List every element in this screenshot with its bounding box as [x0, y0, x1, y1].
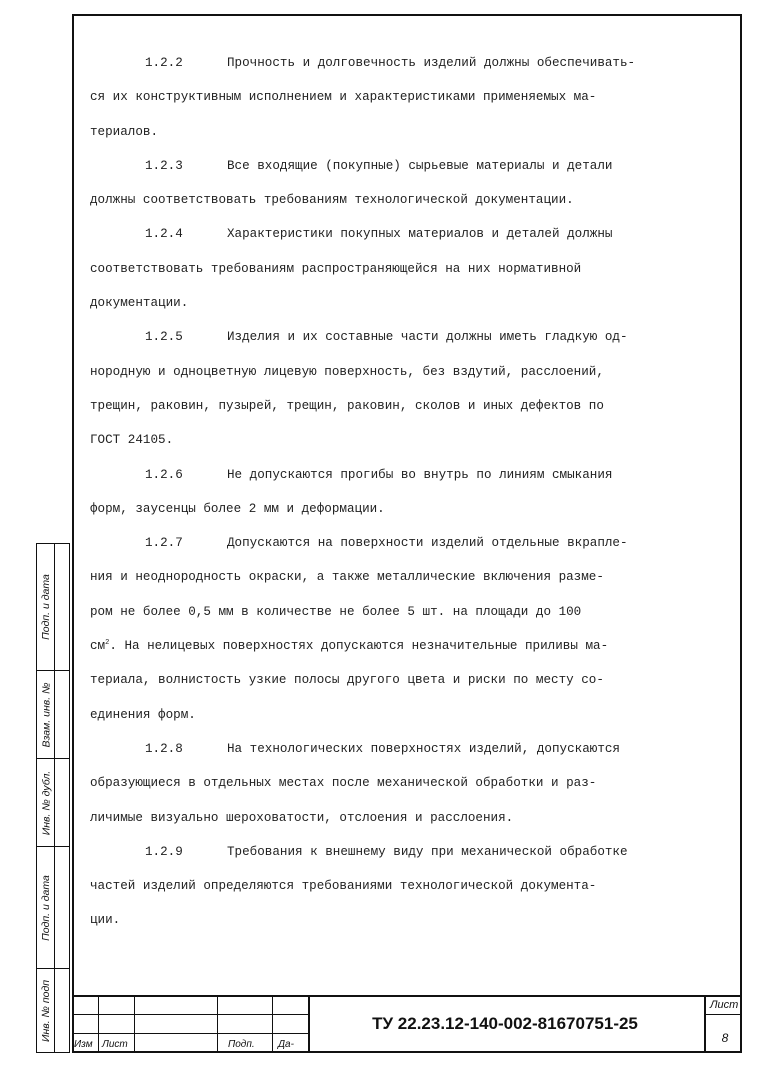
text-line: Допускаются на поверхности изделий отдельные вкрапле-: [227, 536, 628, 551]
stamp-sheet-line: [706, 1014, 742, 1015]
text-line: ром не более 0,5 мм в количестве не более 5 шт. на площади до 100: [90, 604, 582, 619]
clause-number: 1.2.6: [145, 467, 183, 482]
side-cell: [36, 968, 70, 1053]
text-line: Требования к внешнему виду при механической обработке: [227, 844, 628, 859]
text-line: личимые визуально шероховатости, отслоения и расслоения.: [90, 810, 514, 825]
text-line: Все входящие (покупные) сырьевые материалы и детали: [227, 158, 613, 173]
text-line: ся их конструктивным исполнением и характеристиками применяемых ма-: [90, 90, 597, 105]
side-label: Подп. и дата: [40, 874, 53, 941]
left-margin-box: [36, 543, 70, 1053]
clause-number: 1.2.2: [145, 56, 183, 70]
text-line: образующиеся в отдельных местах после механической обработки и раз-: [90, 776, 597, 791]
stamp-row-line: [72, 1014, 310, 1015]
text-line: На технологических поверхностях изделий, допускаются: [227, 741, 620, 756]
col-list-label: Лист: [102, 1039, 128, 1050]
text-line: должны соответствовать требованиям технологической документации.: [90, 193, 574, 208]
title-block: [72, 995, 742, 1053]
text-line: ния и неоднородность окраски, а также металлические включения разме-: [90, 570, 604, 585]
stamp-col-line: [272, 995, 273, 1053]
text-line: ГОСТ 24105.: [90, 433, 174, 448]
side-label: Инв. № подп: [40, 979, 52, 1042]
text-line: Не допускаются прогибы во внутрь по линиям смыкания: [227, 467, 613, 482]
text-line: Изделия и их составные части должны иметь гладкую од-: [227, 330, 628, 345]
text-line: . На нелицевых поверхностях допускаются незначительные приливы ма-: [109, 639, 609, 654]
side-cell: [36, 758, 70, 846]
text-line: териалов.: [90, 124, 159, 139]
clause-number: 1.2.5: [145, 330, 183, 345]
paragraph-1-2-6: [90, 458, 724, 527]
stamp-top-line: [72, 995, 742, 997]
side-label: Инв. № дубл.: [40, 770, 53, 835]
clause-number: 1.2.7: [145, 536, 183, 551]
stamp-col-line: [217, 995, 218, 1053]
text-line: см: [90, 639, 106, 654]
clause-number: 1.2.8: [145, 741, 183, 756]
stamp-row-line: [72, 1033, 310, 1034]
paragraph-1-2-2: [90, 46, 724, 149]
text-line: частей изделий определяются требованиями технологической документа-: [90, 879, 597, 894]
text-line: Прочность и долговечность изделий должны обеспечивать-: [227, 56, 636, 70]
paragraph-1-2-7: [90, 526, 724, 732]
stamp-col-line: [134, 995, 135, 1053]
side-cell: [36, 543, 70, 670]
sheet-number: 8: [721, 1031, 729, 1045]
side-cell: [36, 846, 70, 968]
text-line: Характеристики покупных материалов и деталей должны: [227, 227, 613, 242]
sheet-label: Лист: [710, 999, 739, 1011]
side-cell: [36, 670, 70, 758]
side-label: Взам. инв. №: [40, 682, 53, 747]
clause-number: 1.2.3: [145, 158, 183, 173]
col-podp-label: Подп.: [228, 1039, 255, 1050]
text-line: трещин, раковин, пузырей, трещин, раковин, сколов и иных дефектов по: [90, 398, 604, 413]
text-line: нородную и одноцветную лицевую поверхность, без вздутий, расслоений,: [90, 364, 604, 379]
paragraph-1-2-8: [90, 732, 724, 835]
stamp-col-line: [704, 995, 706, 1053]
paragraph-1-2-9: [90, 835, 724, 938]
side-label: Подп. и дата: [40, 574, 53, 640]
clause-number: 1.2.9: [145, 844, 183, 859]
text-line: соответствовать требованиям распространяющейся на них нормативной: [90, 261, 582, 276]
text-line: форм, заусенцы более 2 мм и деформации.: [90, 501, 385, 516]
stamp-col-line: [98, 995, 99, 1053]
document-body: [90, 46, 724, 938]
text-line: единения форм.: [90, 707, 196, 722]
col-data-label: Да-: [278, 1039, 294, 1050]
col-izm-label: Изм: [74, 1039, 93, 1050]
paragraph-1-2-5: [90, 320, 724, 457]
text-line: ции.: [90, 913, 121, 928]
text-line: териала, волнистость узкие полосы другого цвета и риски по месту со-: [90, 673, 604, 688]
clause-number: 1.2.4: [145, 227, 183, 242]
superscript: 2: [105, 638, 110, 647]
document-code: ТУ 22.23.12-140-002-81670751-25: [372, 1014, 638, 1033]
paragraph-1-2-3: [90, 149, 724, 218]
text-line: документации.: [90, 296, 189, 311]
paragraph-1-2-4: [90, 217, 724, 320]
